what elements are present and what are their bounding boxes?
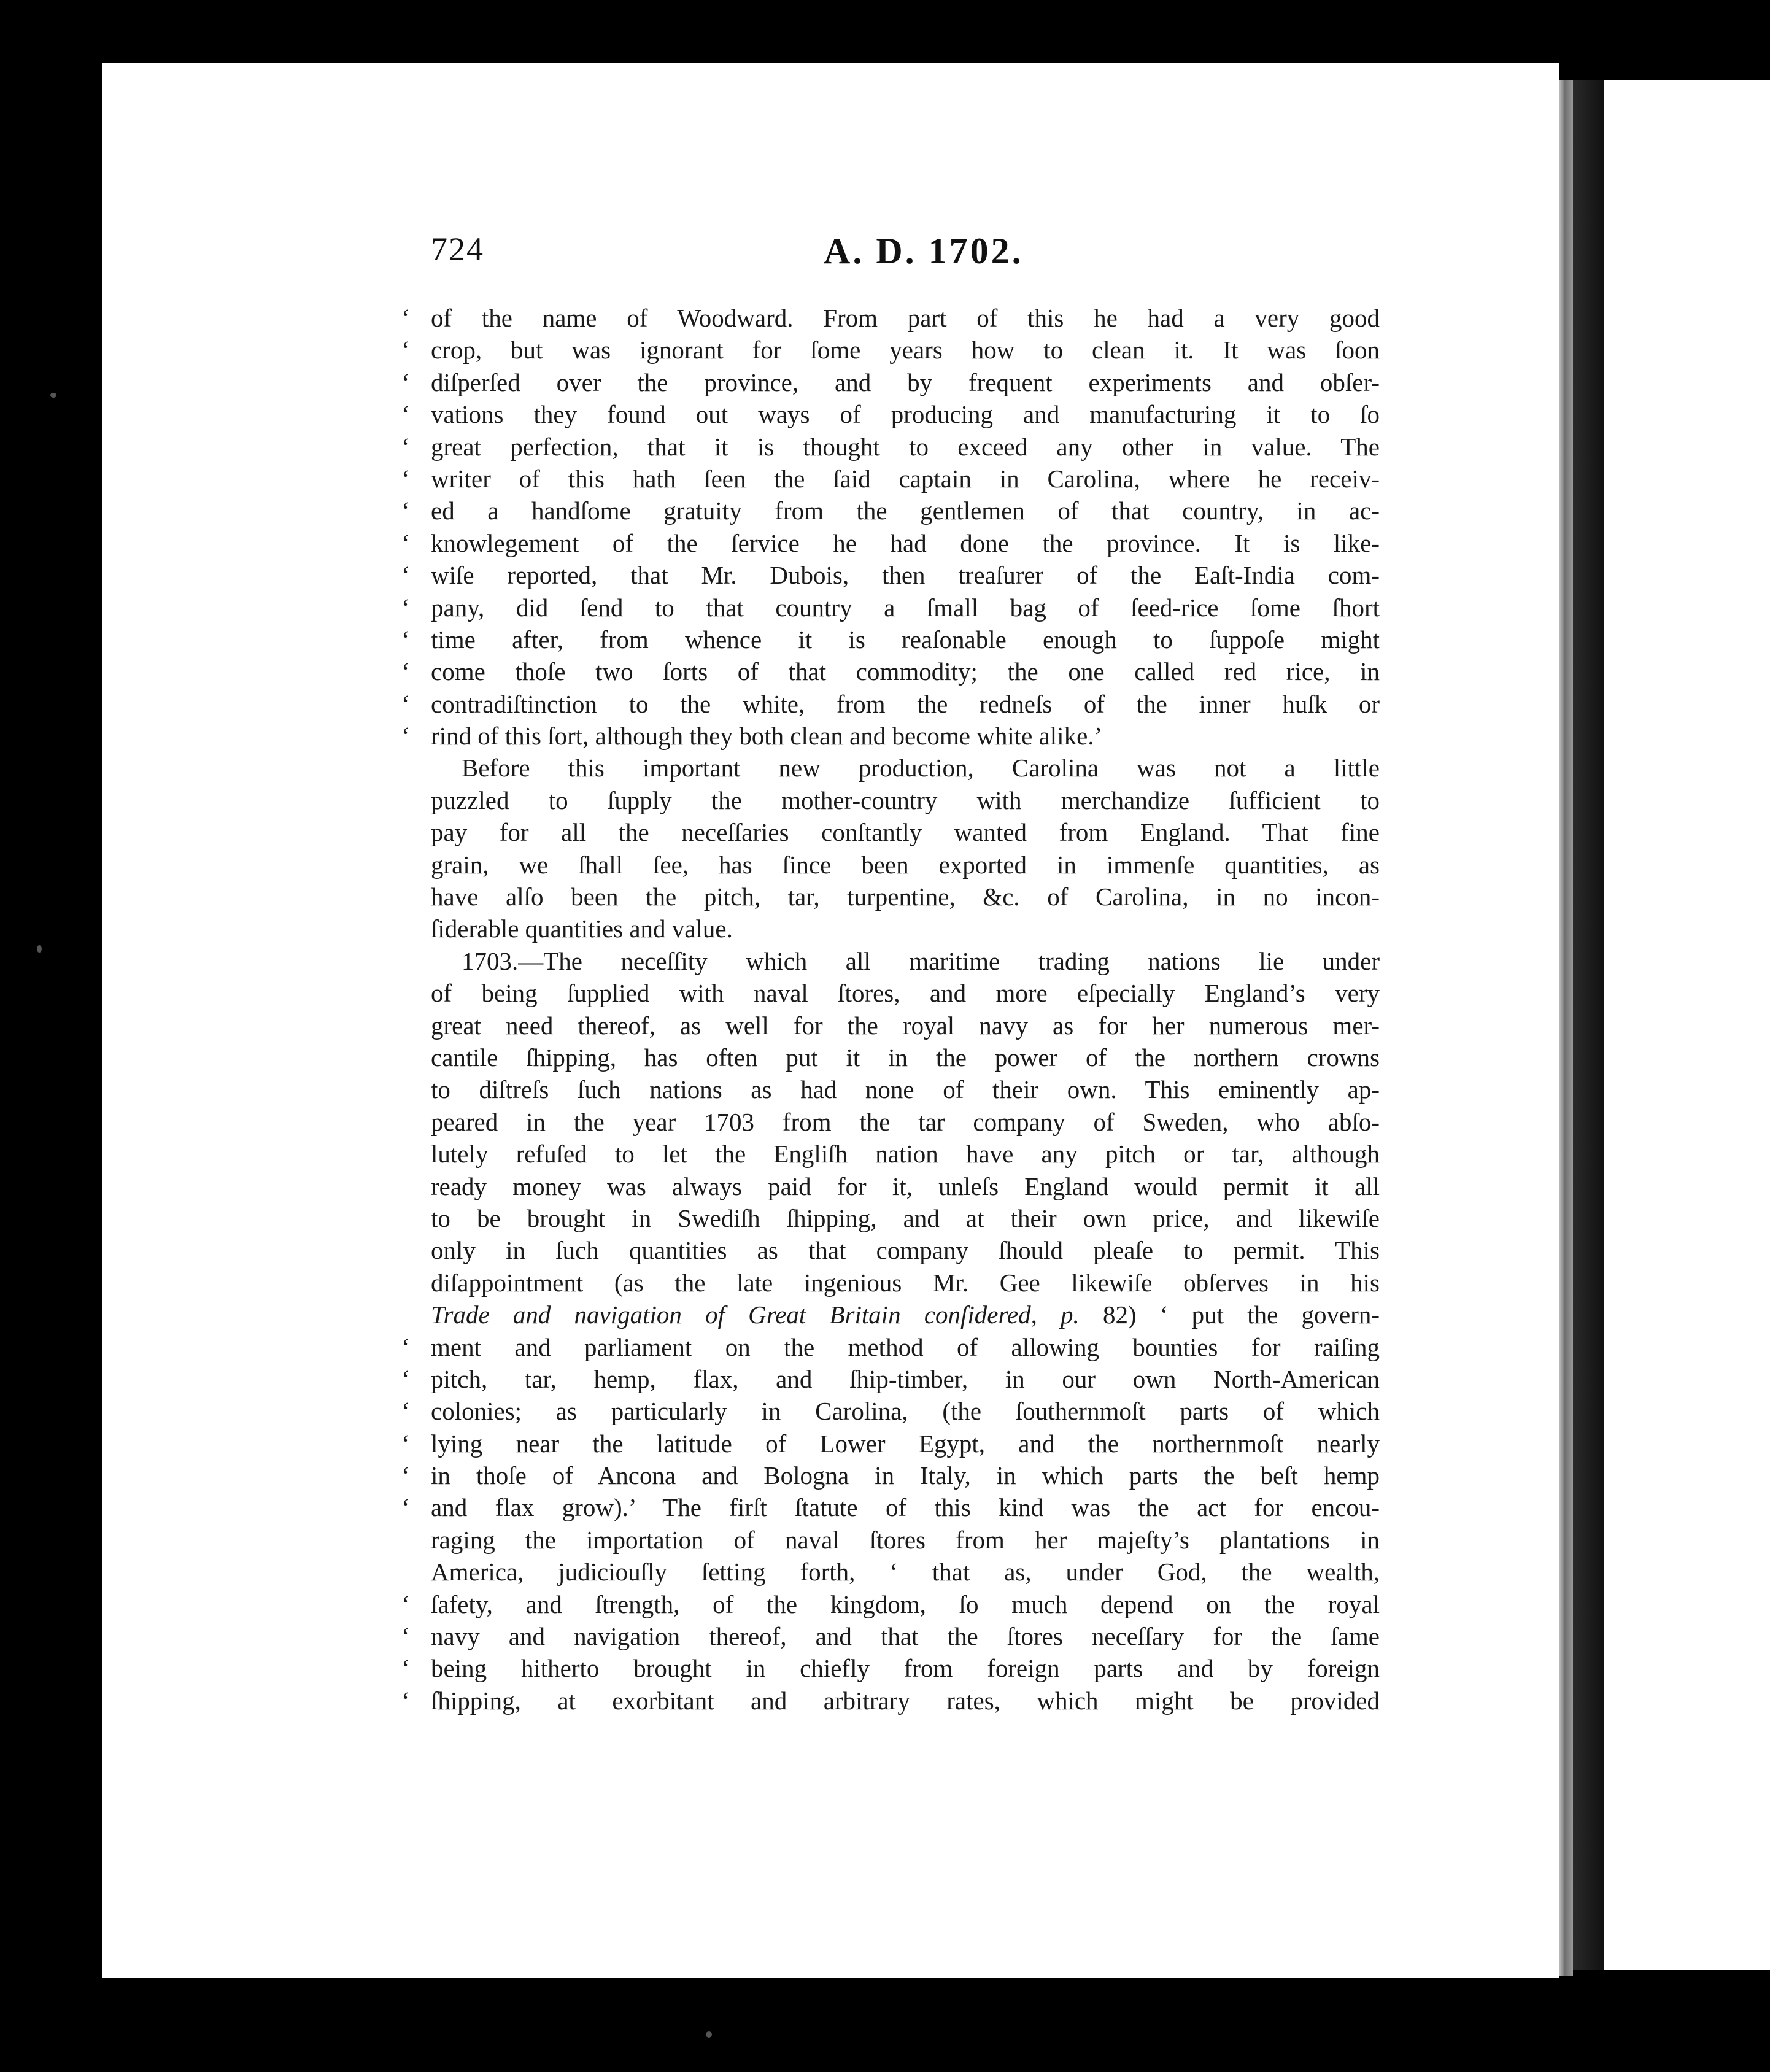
quote-margin-mark: ‘ [401,1686,410,1715]
line-text: puzzled to ſupply the mother-country with merchandize ſufficient to [431,786,1380,814]
quote-margin-mark: ‘ [401,722,410,751]
quote-margin-mark: ‘ [401,1429,410,1458]
text-line [431,816,1380,848]
body-text [401,302,1380,1717]
line-text: time after, from whence it is reaſonable enough to ſuppoſe might [431,625,1380,654]
line-text: America, judiciouſly ſetting forth, ‘ that as, under God, the wealth, [431,1558,1380,1587]
text-line [401,688,1380,720]
facing-page-edge [1604,80,1770,1970]
text-line [431,881,1380,913]
quote-margin-mark: ‘ [401,1590,410,1618]
text-line [401,655,1380,687]
line-text: diſperſed over the province, and by frequent experiments and obſer- [431,368,1380,396]
line-text: navy and navigation thereof, and that the ſtores neceſſary for the ſame [431,1622,1380,1651]
line-text: lying near the latitude of Lower Egypt, and the northernmoſt nearly [431,1429,1380,1458]
line-text: being hitherto brought in chiefly from foreign parts and by foreign [431,1654,1380,1683]
text-line [401,495,1380,527]
quote-margin-mark: ‘ [401,561,410,590]
text-line [401,559,1380,591]
running-head: A. D. 1702. [824,231,1024,271]
quote-margin-mark: ‘ [401,336,410,365]
text-line [431,1234,1380,1266]
text-line [401,366,1380,398]
scan-speck [37,945,42,953]
line-text: crop, but was ignorant for ſome years how to clean it. It was ſoon [431,336,1380,365]
line-text: great need thereof, as well for the royal navy as for her numerous mer- [431,1011,1380,1040]
text-line [431,849,1380,881]
line-text: diſappointment (as the late ingenious Mr. Gee likewiſe obſerves in his [431,1268,1380,1297]
text-line [401,1652,1380,1684]
quote-margin-mark: ‘ [401,625,410,654]
text-line [431,1042,1380,1073]
text-line [431,913,1380,945]
line-text: pany, did ſend to that country a ſmall bag of ſeed-rice ſome ſhort [431,593,1380,622]
text-line [401,720,1380,752]
line-text: pitch, tar, hemp, flax, and ſhip-timber, in our own North-American [431,1364,1380,1393]
binding-shadow [1573,80,1604,1970]
text-line [431,752,1380,784]
line-text: grain, we ſhall ſee, has ſince been exported in immenſe quantities, as [431,850,1380,879]
quote-margin-mark: ‘ [401,657,410,686]
quote-margin-mark: ‘ [401,304,410,332]
text-line [431,1267,1380,1299]
line-text: Before this important new production, Carolina was not a little [462,754,1380,783]
line-text: pay for all the neceſſaries conſtantly wanted from England. That fine [431,818,1380,847]
page-gutter [1559,80,1573,1976]
line-text: of being ſupplied with naval ſtores, and more eſpecially England’s very [431,979,1380,1008]
text-line [401,592,1380,624]
text-line [401,1331,1380,1363]
quote-margin-mark: ‘ [401,689,410,718]
line-text: to diſtreſs ſuch nations as had none of their own. This eminently ap- [431,1075,1380,1104]
quote-margin-mark: ‘ [401,1654,410,1683]
line-text: ready money was always paid for it, unleſs England would permit it all [431,1172,1380,1200]
line-text: have alſo been the pitch, tar, turpentine, &c. of Carolina, in no incon- [431,883,1380,911]
line-text: rind of this ſort, although they both clean and become white alike.’ [431,722,1103,751]
line-text: only in ſuch quantities as that company ſhould pleaſe to permit. This [431,1236,1380,1265]
line-text: to be brought in Swediſh ſhipping, and at their own price, and likewiſe [431,1204,1380,1232]
quote-margin-mark: ‘ [401,464,410,493]
text-line [431,1524,1380,1556]
text-line [401,334,1380,366]
text-line [431,1556,1380,1588]
line-text: wiſe reported, that Mr. Dubois, then treaſurer of the Eaſt-India com- [431,561,1380,590]
text-line [401,1428,1380,1459]
line-text: contradiſtinction to the white, from the redneſs of the inner huſk or [431,689,1380,718]
line-text: knowlegement of the ſervice he had done the province. It is like- [431,528,1380,557]
text-line [401,398,1380,430]
line-text: writer of this hath ſeen the ſaid captain in Carolina, where he receiv- [431,464,1380,493]
quote-margin-mark: ‘ [401,593,410,622]
page-header [431,230,1380,279]
quote-margin-mark: ‘ [401,1397,410,1426]
line-text: lutely refuſed to let the Engliſh nation have any pitch or tar, although [431,1140,1380,1169]
scan-speck [50,393,56,398]
line-text: cantile ſhipping, has often put it in the power of the northern crowns [431,1043,1380,1072]
text-line [431,1202,1380,1234]
text-line [401,1685,1380,1717]
quote-margin-mark: ‘ [401,1493,410,1522]
line-text: peared in the year 1703 from the tar company of Sweden, who abſo- [431,1107,1380,1136]
text-line [401,1395,1380,1427]
line-text: ſiderable quantities and value. [431,914,733,943]
text-line [431,1138,1380,1170]
quote-margin-mark: ‘ [401,1622,410,1651]
text-line [401,1620,1380,1652]
line-text: ment and parliament on the method of allowing bounties for raiſing [431,1332,1380,1361]
quote-margin-mark: ‘ [401,1332,410,1361]
quote-margin-mark: ‘ [401,400,410,429]
quote-margin-mark: ‘ [401,497,410,525]
text-line [431,945,1380,977]
line-text: colonies; as particularly in Carolina, (the ſouthernmoſt parts of which [431,1397,1380,1426]
line-text: ſafety, and ſtrength, of the kingdom, ſo much depend on the royal [431,1590,1380,1618]
line-text: come thoſe two ſorts of that commodity; the one called red rice, in [431,657,1380,686]
text-line [431,1010,1380,1042]
text-line [401,1491,1380,1523]
quote-margin-mark: ‘ [401,528,410,557]
text-line [401,624,1380,655]
scan-speck [706,2031,712,2038]
text-line [401,1363,1380,1395]
italic-title: Trade and navigation of Great Britain conſidered, p. [431,1301,1080,1329]
quote-margin-mark: ‘ [401,1461,410,1490]
line-text: great perfection, that it is thought to exceed any other in value. The [431,432,1380,461]
quote-margin-mark: ‘ [401,1364,410,1393]
text-line [401,463,1380,495]
text-line [431,1299,1380,1331]
text-line [431,1106,1380,1138]
text-line [401,1459,1380,1491]
text-line [431,1073,1380,1105]
page-number: 724 [431,231,484,268]
text-line [401,302,1380,334]
line-text: vations they found out ways of producing and manufacturing it to ſo [431,400,1380,429]
text-line [431,784,1380,816]
text-line [401,527,1380,559]
text-line [431,1170,1380,1202]
line-text: 82) ‘ put the govern- [1079,1301,1380,1329]
line-text: in thoſe of Ancona and Bologna in Italy, in which parts the beſt hemp [431,1461,1380,1490]
text-line [401,1588,1380,1620]
quote-margin-mark: ‘ [401,432,410,461]
line-text: ed a handſome gratuity from the gentlemen of that country, in ac- [431,497,1380,525]
text-line [431,977,1380,1009]
line-text: 1703.—The neceſſity which all maritime trading nations lie under [462,946,1380,975]
quote-margin-mark: ‘ [401,368,410,396]
text-line [401,431,1380,463]
line-text: of the name of Woodward. From part of this he had a very good [431,304,1380,332]
line-text: raging the importation of naval ſtores from her majeſty’s plantations in [431,1525,1380,1554]
line-text: and flax grow).’ The firſt ſtatute of this kind was the act for encou- [431,1493,1380,1522]
line-text: ſhipping, at exorbitant and arbitrary rates, which might be provided [431,1686,1380,1715]
